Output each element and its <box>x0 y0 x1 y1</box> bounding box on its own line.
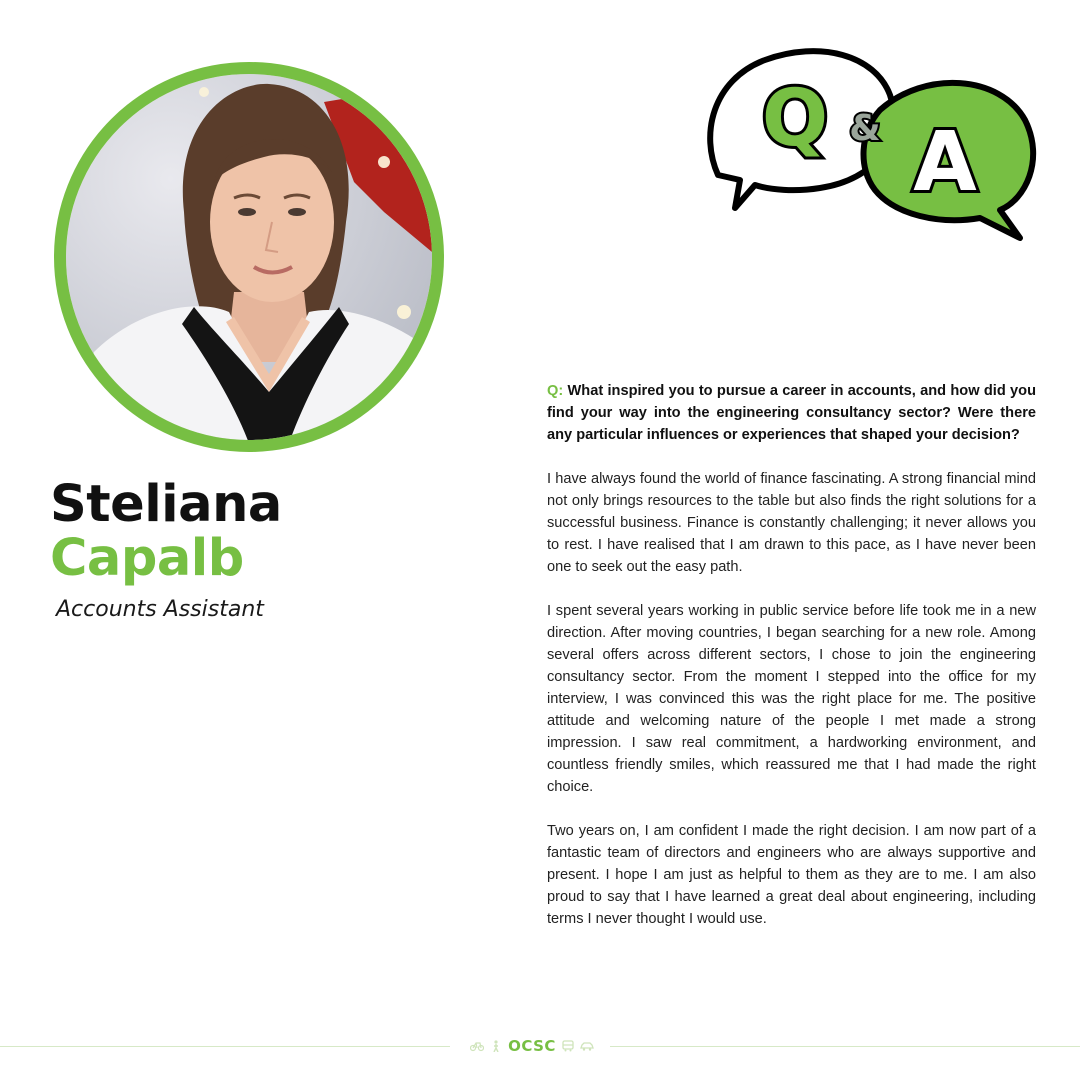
qa-logo-ampersand: & <box>849 108 881 149</box>
qa-logo-q: Q <box>761 74 829 164</box>
profile-photo <box>54 62 444 452</box>
question-label: Q: <box>547 383 564 399</box>
pedestrian-icon <box>489 1040 503 1052</box>
last-name: Capalb <box>50 529 244 588</box>
brand-logo-text: OCSC <box>508 1037 556 1055</box>
car-icon <box>580 1040 594 1052</box>
answer-paragraph-2: I spent several years working in public service before life took me in a new direction. After moving countries, I began searching for a new role. Among several offers across different sectors, I chose to join the engineering consultancy sector. From the moment I stepped into the office for my interview, I was convinced this was the right place for me. The positive attitude and welcoming nature of the people I met made a strong impression. I saw real commitment, a hardworking environment, and countless friendly smiles, which reassured me that I had made the right choice. <box>547 603 1036 795</box>
footer-divider-right <box>610 1046 1080 1047</box>
question-text: What inspired you to pursue a career in accounts, and how did you find your way into the engineering consultancy sector? Were there any particular influences or experiences that shaped your decision? <box>547 383 1036 443</box>
qa-speech-bubbles-logo <box>700 40 1040 245</box>
footer <box>0 1034 1080 1058</box>
answer-paragraph-1: I have always found the world of finance fascinating. A strong financial mind not only brings resources to the table but also finds the right solutions for a successful business. Finance is constantly challenging; it never allows you to rest. I have realised that I am drawn to this pace, as I have never been one to seek out the easy path. <box>547 471 1036 575</box>
bus-icon <box>561 1040 575 1052</box>
footer-brand <box>462 1034 602 1058</box>
interview-question <box>547 380 1036 446</box>
interview-content <box>547 380 1036 952</box>
first-name: Steliana <box>50 475 282 534</box>
footer-divider-left <box>0 1046 450 1047</box>
profile-name <box>50 475 282 588</box>
answer-paragraph-3: Two years on, I am confident I made the right decision. I am now part of a fantastic team of directors and engineers who are always supportive and present. I hope I am just as helpful to them as they are to me. I am also proud to say that I have learned a great deal about engineering, including terms I never thought I would use. <box>547 823 1036 927</box>
bicycle-icon <box>470 1040 484 1052</box>
qa-logo-a: A <box>913 115 977 210</box>
job-title: Accounts Assistant <box>56 597 264 622</box>
